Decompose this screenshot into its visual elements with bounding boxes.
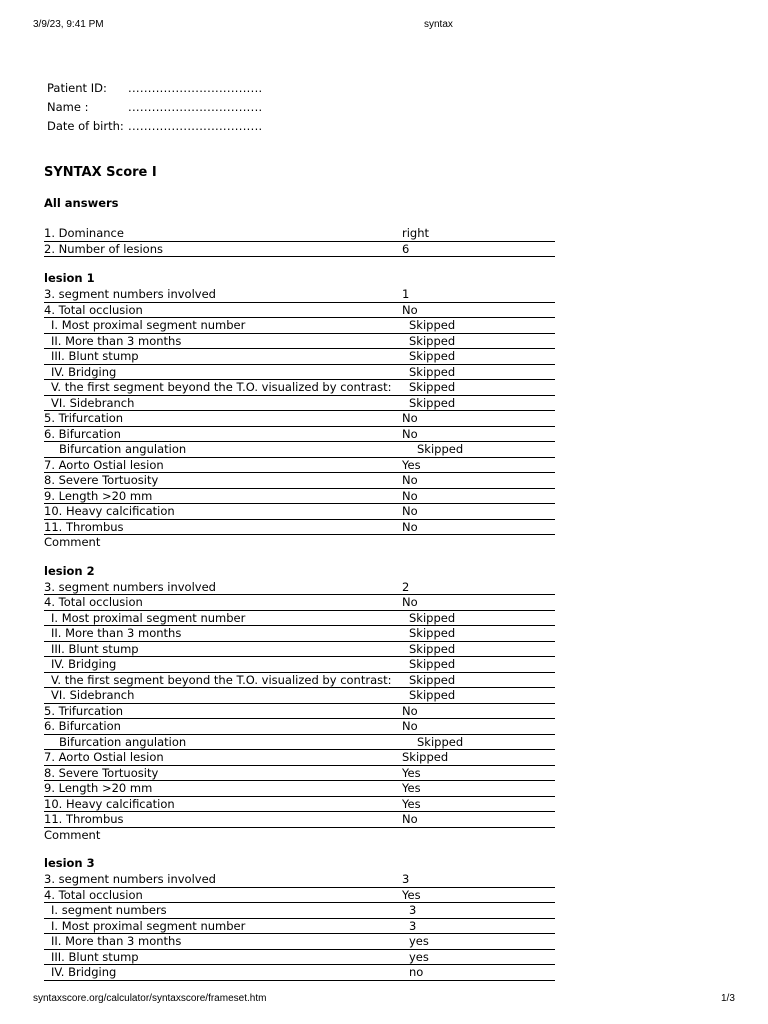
question-label: 5. Trifurcation bbox=[44, 703, 124, 718]
answer-row bbox=[44, 812, 555, 828]
answer-row bbox=[44, 704, 555, 720]
answer-value: no bbox=[409, 965, 424, 979]
question-label: IV. Bridging bbox=[51, 364, 117, 379]
question-label: 11. Thrombus bbox=[44, 812, 124, 826]
question-label: 5. Trifurcation bbox=[44, 411, 124, 425]
answer-value: No bbox=[402, 488, 418, 503]
answer-value: Yes bbox=[402, 781, 421, 795]
answer-value: Skipped bbox=[409, 318, 456, 332]
patient-dob-row bbox=[47, 118, 263, 137]
answer-row bbox=[44, 657, 555, 673]
answer-value bbox=[402, 828, 555, 843]
answer-value: No bbox=[402, 302, 418, 317]
answer-row bbox=[44, 520, 555, 536]
answer-row bbox=[44, 750, 555, 766]
answer-value: yes bbox=[409, 934, 429, 948]
question-label: 10. Heavy calcification bbox=[44, 504, 175, 518]
question-label: Bifurcation angulation bbox=[59, 442, 187, 456]
answer-value: Skipped bbox=[409, 395, 456, 410]
answer-row bbox=[44, 934, 555, 950]
answer-value: Yes bbox=[402, 887, 421, 902]
answer-row bbox=[44, 766, 555, 782]
answer-value: Yes bbox=[402, 796, 421, 811]
question-label: 4. Total occlusion bbox=[44, 595, 143, 609]
question-label: IV. Bridging bbox=[51, 965, 117, 979]
answer-row bbox=[44, 872, 555, 888]
print-url: syntaxscore.org/calculator/syntaxscore/frameset.htm bbox=[33, 993, 267, 1004]
answer-value: No bbox=[402, 504, 418, 518]
answer-value: No bbox=[402, 703, 418, 718]
answer-value: Skipped bbox=[409, 641, 456, 656]
answer-value: Skipped bbox=[409, 364, 456, 379]
answer-row bbox=[44, 411, 555, 427]
print-page-title: syntax bbox=[424, 19, 453, 30]
answer-value: No bbox=[402, 519, 418, 534]
patient-name-value: .................................. bbox=[128, 100, 263, 114]
question-label: 2. Number of lesions bbox=[44, 241, 163, 256]
lesion-title: lesion 1 bbox=[44, 271, 95, 285]
answer-value: Skipped bbox=[409, 657, 456, 671]
question-label: 6. Bifurcation bbox=[44, 426, 121, 441]
answer-row bbox=[44, 504, 555, 520]
answer-value: No bbox=[402, 473, 418, 487]
question-label: 4. Total occlusion bbox=[44, 302, 143, 317]
question-label: Bifurcation angulation bbox=[59, 734, 187, 749]
answer-row bbox=[44, 828, 555, 843]
answer-value: Skipped bbox=[402, 750, 449, 764]
answer-value: Skipped bbox=[409, 626, 456, 640]
print-datetime: 3/9/23, 9:41 PM bbox=[33, 19, 104, 30]
answer-row bbox=[44, 595, 555, 611]
answer-value: Skipped bbox=[417, 734, 464, 749]
answer-value: No bbox=[402, 595, 418, 609]
question-label: II. More than 3 months bbox=[51, 333, 182, 348]
answer-row bbox=[44, 396, 555, 412]
answer-row bbox=[44, 287, 555, 303]
question-label: V. the first segment beyond the T.O. visualized by contrast: bbox=[51, 672, 392, 687]
question-label: II. More than 3 months bbox=[51, 934, 182, 948]
answer-row bbox=[44, 719, 555, 735]
answer-row bbox=[44, 919, 555, 935]
answer-value: 1 bbox=[402, 287, 410, 301]
question-label: 7. Aorto Ostial lesion bbox=[44, 750, 164, 764]
lesion-title: lesion 3 bbox=[44, 856, 95, 870]
answer-value: Skipped bbox=[417, 442, 464, 456]
answer-value: 6 bbox=[402, 241, 410, 256]
question-label: 11. Thrombus bbox=[44, 519, 124, 534]
general-answers bbox=[44, 226, 555, 257]
answer-value bbox=[402, 535, 555, 550]
question-label: 3. segment numbers involved bbox=[44, 872, 216, 886]
question-label: VI. Sidebranch bbox=[51, 688, 135, 702]
answer-value: Skipped bbox=[409, 688, 456, 702]
answer-row bbox=[44, 888, 555, 904]
question-label: VI. Sidebranch bbox=[51, 395, 135, 410]
question-label: III. Blunt stump bbox=[51, 949, 139, 964]
answer-row bbox=[44, 303, 555, 319]
section-subtitle: All answers bbox=[44, 196, 119, 210]
answer-value: No bbox=[402, 411, 418, 425]
lesion-title: lesion 2 bbox=[44, 563, 95, 578]
answer-row bbox=[44, 688, 555, 704]
answer-value: Skipped bbox=[409, 672, 456, 687]
answer-row bbox=[44, 642, 555, 658]
answer-row bbox=[44, 535, 555, 550]
patient-id-value: .................................. bbox=[128, 81, 263, 95]
question-label: Comment bbox=[44, 827, 101, 842]
answer-row bbox=[44, 580, 555, 596]
answer-row bbox=[44, 442, 555, 458]
question-label: Comment bbox=[44, 535, 101, 549]
question-label: I. segment numbers bbox=[51, 903, 167, 917]
question-label: IV. Bridging bbox=[51, 657, 117, 671]
answer-row bbox=[44, 349, 555, 365]
answer-row bbox=[44, 781, 555, 797]
question-label: 8. Severe Tortuosity bbox=[44, 765, 159, 780]
answer-row bbox=[44, 318, 555, 334]
question-label: III. Blunt stump bbox=[51, 641, 139, 656]
question-label: I. Most proximal segment number bbox=[51, 318, 246, 332]
answer-value: 3 bbox=[409, 903, 417, 917]
patient-name-label: Name : bbox=[47, 100, 89, 114]
question-label: 1. Dominance bbox=[44, 226, 124, 240]
question-label: 8. Severe Tortuosity bbox=[44, 473, 159, 487]
answer-value: Yes bbox=[402, 765, 421, 780]
answer-row bbox=[44, 473, 555, 489]
answer-value: 2 bbox=[402, 579, 410, 594]
patient-name-row bbox=[47, 99, 263, 118]
question-label: 4. Total occlusion bbox=[44, 887, 143, 902]
lesion-section bbox=[44, 271, 555, 550]
patient-dob-label: Date of birth: bbox=[47, 119, 124, 133]
lesion-section bbox=[44, 564, 555, 843]
page-number: 1/3 bbox=[721, 993, 735, 1004]
answer-value: Yes bbox=[402, 457, 421, 472]
answer-row bbox=[44, 735, 555, 751]
answer-row bbox=[44, 950, 555, 966]
answer-value: right bbox=[402, 226, 430, 240]
answer-row bbox=[44, 489, 555, 505]
answer-row bbox=[44, 626, 555, 642]
answer-row bbox=[44, 903, 555, 919]
answer-row bbox=[44, 965, 555, 981]
answer-value: No bbox=[402, 812, 418, 826]
answer-value: Skipped bbox=[409, 610, 456, 625]
question-label: I. Most proximal segment number bbox=[51, 610, 246, 625]
question-label: 9. Length >20 mm bbox=[44, 781, 153, 795]
patient-dob-value: .................................. bbox=[128, 119, 263, 133]
answer-row bbox=[44, 380, 555, 396]
question-label: 7. Aorto Ostial lesion bbox=[44, 457, 164, 472]
patient-id-label: Patient ID: bbox=[47, 81, 107, 95]
answer-value: 3 bbox=[409, 918, 417, 933]
question-label: 3. segment numbers involved bbox=[44, 287, 216, 301]
patient-id-row bbox=[47, 80, 263, 99]
answer-row bbox=[44, 458, 555, 474]
question-label: III. Blunt stump bbox=[51, 349, 139, 363]
question-label: V. the first segment beyond the T.O. visualized by contrast: bbox=[51, 380, 392, 394]
answer-value: 3 bbox=[402, 872, 410, 886]
answer-row bbox=[44, 334, 555, 350]
answer-value: No bbox=[402, 426, 418, 441]
answer-row bbox=[44, 365, 555, 381]
answers-table bbox=[44, 226, 555, 981]
patient-info bbox=[47, 80, 263, 137]
question-label: II. More than 3 months bbox=[51, 626, 182, 640]
answer-row bbox=[44, 242, 555, 258]
lesion-section bbox=[44, 856, 555, 981]
answer-row bbox=[44, 611, 555, 627]
question-label: 3. segment numbers involved bbox=[44, 579, 216, 594]
answer-row bbox=[44, 427, 555, 443]
answer-value: Skipped bbox=[409, 380, 456, 394]
question-label: 10. Heavy calcification bbox=[44, 796, 175, 811]
answer-value: Skipped bbox=[409, 349, 456, 363]
question-label: I. Most proximal segment number bbox=[51, 918, 246, 933]
answer-value: No bbox=[402, 719, 418, 733]
question-label: 9. Length >20 mm bbox=[44, 488, 153, 503]
question-label: 6. Bifurcation bbox=[44, 719, 121, 733]
answer-value: Skipped bbox=[409, 333, 456, 348]
answer-row bbox=[44, 797, 555, 813]
answer-value: yes bbox=[409, 949, 429, 964]
page-title: SYNTAX Score I bbox=[44, 165, 157, 180]
answer-row bbox=[44, 673, 555, 689]
answer-row bbox=[44, 226, 555, 242]
